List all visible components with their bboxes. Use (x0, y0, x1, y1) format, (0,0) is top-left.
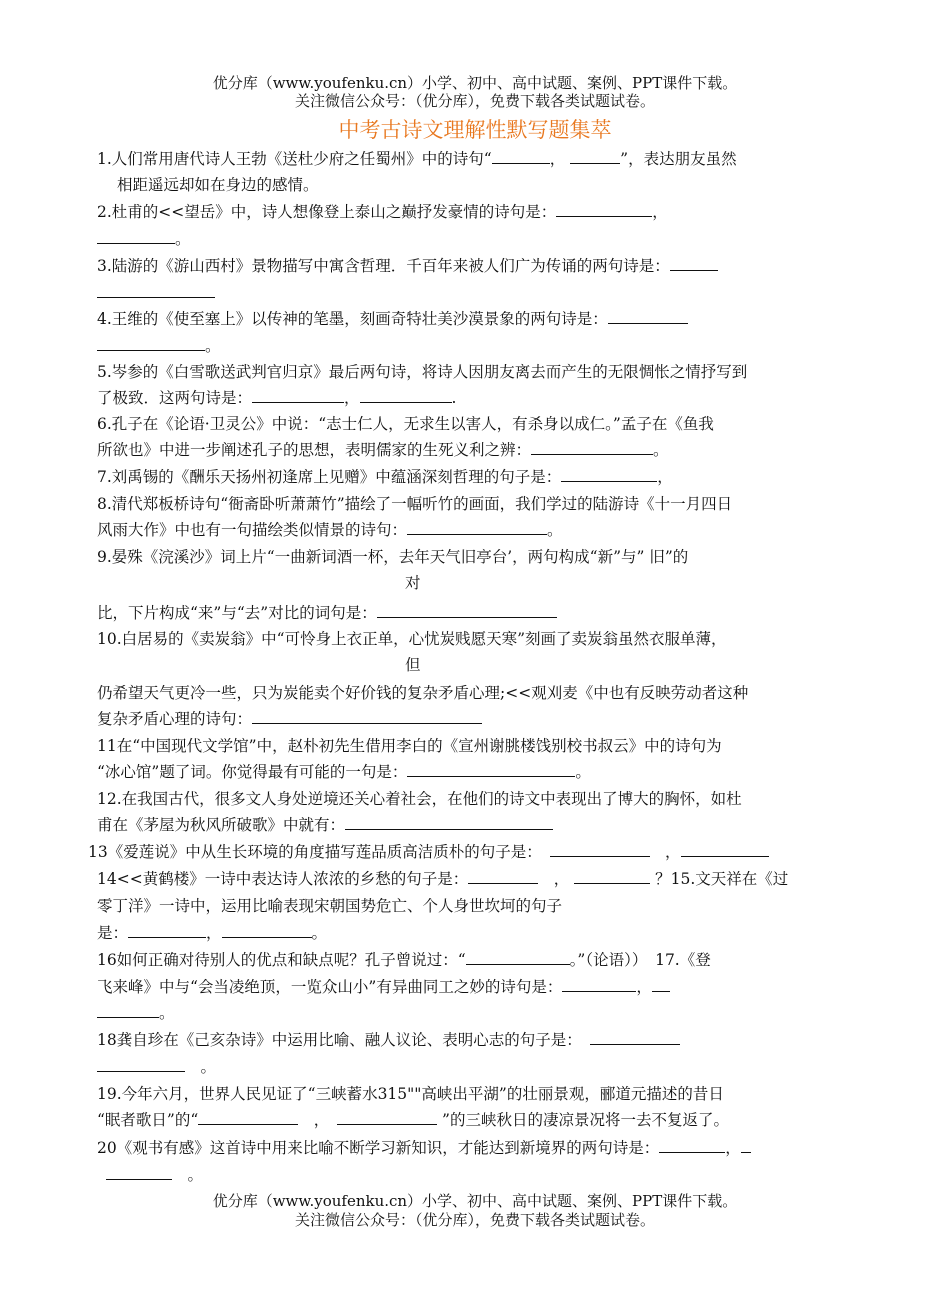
question-7-line-1: 7.刘禹锡的《酬乐天扬州初逢席上见赠》中蕴涵深刻哲理的句子是： ， (97, 468, 673, 486)
answer-blank[interactable] (252, 388, 344, 403)
question-6-line-1: 6.孔子在《论语·卫灵公》中说：“志士仁人，无求生以害人，有杀身以成仁。”孟子在《鱼我 (97, 415, 714, 433)
question-19-line-2: “眠者歌日”的“ ， ”的三峡秋日的凄凉景况将一去不复返了。 (97, 1111, 729, 1129)
answer-blank[interactable] (562, 977, 636, 992)
question-4-line-1: 4.王维的《使至塞上》以传神的笔墨，刻画奇特壮美沙漠景象的两句诗是： (97, 309, 688, 329)
answer-blank[interactable] (468, 869, 538, 884)
question-18-line-2: 。 (97, 1057, 216, 1077)
question-10-line-2: 但 (405, 656, 421, 674)
answer-blank[interactable] (222, 923, 312, 938)
question-2-line-2: 。 (97, 229, 191, 249)
question-3-line-1: 3.陆游的《游山西村》景物描写中寓含哲理．千百年来被人们广为传诵的两句诗是： (97, 256, 718, 276)
answer-blank[interactable] (198, 1110, 298, 1125)
answer-blank[interactable] (407, 520, 547, 535)
answer-blank[interactable] (97, 336, 205, 351)
question-10-line-3: 仍希望天气更冷一些，只为炭能卖个好价钱的复杂矛盾心理;<<观刈麦《中也有反映劳动者这种 (97, 684, 749, 702)
question-18-line-1: 18龚自珍在《己亥杂诗》中运用比喻、融人议论、表明心志的句子是： (97, 1030, 680, 1050)
header-line-2: 关注微信公众号：（优分库），免费下载各类试题试卷。 (294, 92, 655, 110)
answer-blank[interactable] (106, 1165, 172, 1180)
answer-blank[interactable] (97, 283, 215, 298)
question-14-line-1: 14<<黄鹤楼》一诗中表达诗人浓浓的乡愁的句子是： ， ？15.文天祥在《过 (97, 870, 789, 888)
answer-blank[interactable] (466, 950, 570, 965)
question-8-line-1: 8.清代郑板桥诗句“衙斋卧听萧萧竹”描绘了一幅听竹的画面，我们学过的陆游诗《十一月四日 (97, 495, 733, 513)
answer-blank[interactable] (659, 1138, 725, 1153)
answer-blank[interactable] (652, 977, 670, 992)
header-line-1: 优分库（www.youfenku.cn）小学、初中、高中试题、案例、PPT课件下载。 (212, 74, 738, 92)
question-13-line-1: 13《爱莲说》中从生长环境的角度描写莲品质高洁质朴的句子是： ， (88, 842, 769, 862)
question-1-line-1: 1.人们常用唐代诗人王勃《送杜少府之任蜀州》中的诗句“ ， ”，表达朋友虽然 (97, 150, 737, 168)
answer-blank[interactable] (590, 1030, 680, 1045)
question-20-line-1: 20《观书有感》这首诗中用来比喻不断学习新知识，才能达到新境界的两句诗是： ， (97, 1138, 751, 1158)
question-10-line-4: 复杂矛盾心理的诗句： (97, 709, 482, 729)
question-15-line-1: 零丁洋》一诗中，运用比喻表现宋朝国势危亡、个人身世坎坷的句子 (97, 897, 563, 915)
question-6-line-2: 所欲也》中进一步阐述孔子的思想，表明儒家的生死义利之辨： 。 (97, 441, 669, 459)
answer-blank[interactable] (345, 815, 553, 830)
question-12-line-2: 甫在《茅屋为秋风所破歌》中就有： (97, 815, 553, 835)
question-10-line-1: 10.白居易的《卖炭翁》中“可怜身上衣正单，心忧炭贱愿天寒”刻画了卖炭翁虽然衣服单薄， (97, 630, 727, 648)
question-11-line-1: 11在“中国现代文学馆”中，赵朴初先生借用李白的《宣州谢朓楼饯别校书叔云》中的诗句为 (97, 737, 722, 755)
answer-blank[interactable] (741, 1138, 751, 1153)
answer-blank[interactable] (97, 1057, 185, 1072)
answer-blank[interactable] (97, 1003, 159, 1018)
answer-blank[interactable] (360, 388, 452, 403)
answer-blank[interactable] (670, 256, 718, 271)
answer-blank[interactable] (574, 869, 650, 884)
question-17-line-2: 。 (97, 1003, 175, 1023)
question-17-line-1: 飞来峰》中与“会当凌绝顶，一览众山小”有异曲同工之妙的诗句是： ， (97, 977, 670, 997)
question-15-line-2: 是： ， 。 (97, 924, 328, 942)
question-9-line-1: 9.晏殊《浣溪沙》词上片“一曲新词酒一杯，去年天气旧亭台’，两句构成“新”与” 旧”的 (97, 548, 689, 566)
question-11-line-2: “冰心馆”题了词。你觉得最有可能的一句是： 。 (97, 763, 591, 781)
question-9-line-2: 对 (405, 574, 421, 592)
question-5-line-2: 了极致．这两句诗是： ， . (97, 389, 457, 407)
answer-blank[interactable] (407, 762, 575, 777)
footer-line-1: 优分库（www.youfenku.cn）小学、初中、高中试题、案例、PPT课件下载。 (212, 1192, 738, 1210)
question-9-line-3: 比，下片构成“来”与“去”对比的词句是： (97, 603, 557, 623)
question-12-line-1: 12.在我国古代，很多文人身处逆境还关心着社会，在他们的诗文中表现出了博大的胸怀，如杜 (97, 790, 742, 808)
question-1-line-2: 相距遥远却如在身边的感情。 (117, 176, 319, 194)
question-4-line-2: 。 (97, 336, 221, 356)
question-3-line-2 (97, 283, 215, 303)
answer-blank[interactable] (531, 440, 653, 455)
answer-blank[interactable] (377, 603, 557, 618)
footer-line-2: 关注微信公众号：（优分库），免费下载各类试题试卷。 (294, 1211, 655, 1229)
answer-blank[interactable] (492, 149, 550, 164)
question-5-line-1: 5.岑参的《白雪歌送武判官归京》最后两句诗，将诗人因朋友离去而产生的无限惆怅之情抒写到 (97, 363, 748, 381)
question-16-line-1: 16如何正确对待别人的优点和缺点呢？孔子曾说过：“ 。”（论语）） 17.《登 (97, 951, 711, 969)
answer-blank[interactable] (570, 149, 620, 164)
answer-blank[interactable] (97, 229, 175, 244)
question-19-line-1: 19.今年六月，世界人民见证了“三峡蓄水315""高峡出平湖”的壮丽景观，郦道元描述的昔日 (97, 1085, 724, 1103)
question-2-line-1: 2.杜甫的<<望岳》中，诗人想像登上泰山之巅抒发豪情的诗句是： ， (97, 203, 668, 221)
question-20-line-2: 。 (106, 1165, 203, 1185)
answer-blank[interactable] (128, 923, 206, 938)
page-title: 中考古诗文理解性默写题集萃 (338, 118, 612, 142)
answer-blank[interactable] (681, 842, 769, 857)
answer-blank[interactable] (608, 309, 688, 324)
question-8-line-2: 风雨大作》中也有一句描绘类似情景的诗句： 。 (97, 521, 563, 539)
answer-blank[interactable] (550, 842, 650, 857)
answer-blank[interactable] (556, 202, 652, 217)
answer-blank[interactable] (252, 709, 482, 724)
answer-blank[interactable] (561, 467, 657, 482)
answer-blank[interactable] (337, 1110, 437, 1125)
